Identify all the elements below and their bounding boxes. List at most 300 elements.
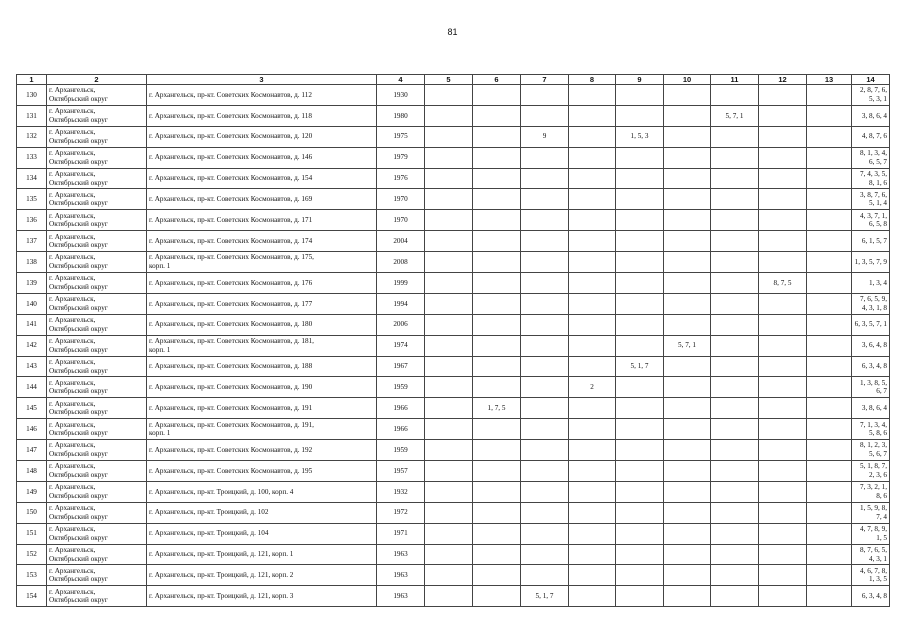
row-number-cell: 144 [17,377,47,398]
value-cell-c5 [425,126,473,147]
year-cell: 2006 [377,314,425,335]
value-cell-c8 [569,544,616,565]
value-cell-c8 [569,126,616,147]
table-row [17,85,890,106]
value-cell-c8 [569,147,616,168]
value-cell-c9: 1, 5, 3 [616,126,664,147]
table-body [17,85,890,607]
value-cell-c8 [569,273,616,294]
value-cell-c7 [521,544,569,565]
year-cell: 1959 [377,377,425,398]
value-cell-c9 [616,461,664,482]
year-cell: 1979 [377,147,425,168]
value-cell-c10 [664,85,711,106]
district-cell [47,273,147,294]
district-cell [47,461,147,482]
value-cell-c8 [569,356,616,377]
value-cell-c10 [664,586,711,607]
value-cell-c11 [711,377,759,398]
district-line: Октябрьский округ [49,220,108,229]
value-cell-c5 [425,523,473,544]
column-header-6: 6 [473,75,521,85]
district-line: Октябрьский округ [49,136,108,145]
priority-cell: 1, 3, 8, 5, 6, 7 [852,377,890,398]
value-cell-c7: 5, 1, 7 [521,586,569,607]
value-cell-c5 [425,440,473,461]
year-cell: 1963 [377,544,425,565]
district-cell [47,502,147,523]
district-cell [47,356,147,377]
address-line: г. Архангельск, пр-кт. Троицкий, д. 102 [149,508,269,517]
value-cell-c13 [807,419,852,440]
value-cell-c11 [711,502,759,523]
address-line: г. Архангельск, пр-кт. Советских Космонавтов, д. 191, [149,420,314,429]
table-row [17,105,890,126]
year-cell: 1966 [377,398,425,419]
row-number-cell: 132 [17,126,47,147]
value-cell-c11 [711,565,759,586]
value-cell-c8 [569,231,616,252]
year-cell: 1966 [377,419,425,440]
address-line: г. Архангельск, пр-кт. Троицкий, д. 104 [149,529,269,538]
column-header-12: 12 [759,75,807,85]
priority-cell: 7, 3, 2, 1, 8, 6 [852,481,890,502]
value-cell-c10: 5, 7, 1 [664,335,711,356]
value-cell-c8 [569,252,616,273]
value-cell-c7 [521,398,569,419]
priority-cell: 7, 1, 3, 4, 5, 8, 6 [852,419,890,440]
value-cell-c7 [521,440,569,461]
column-header-4: 4 [377,75,425,85]
address-cell [147,85,377,106]
value-cell-c10 [664,252,711,273]
address-line: г. Архангельск, пр-кт. Советских Космонавтов, д. 180 [149,320,313,329]
row-number-cell: 147 [17,440,47,461]
row-number-cell: 135 [17,189,47,210]
value-cell-c13 [807,252,852,273]
value-cell-c5 [425,586,473,607]
address-line: г. Архангельск, пр-кт. Советских Космонавтов, д. 195 [149,466,313,475]
priority-cell: 3, 6, 4, 8 [852,335,890,356]
address-line: г. Архангельск, пр-кт. Советских Космонавтов, д. 177 [149,299,313,308]
column-header-5: 5 [425,75,473,85]
value-cell-c7 [521,481,569,502]
value-cell-c11 [711,293,759,314]
district-line: Октябрьский округ [49,554,108,563]
value-cell-c10 [664,398,711,419]
priority-cell: 7, 6, 5, 9, 4, 3, 1, 8 [852,293,890,314]
value-cell-c11 [711,314,759,335]
table-row [17,419,890,440]
district-line: Октябрьский округ [49,596,108,605]
year-cell: 1980 [377,105,425,126]
address-cell [147,481,377,502]
district-line: Октябрьский округ [49,345,108,354]
priority-cell: 6, 1, 5, 7 [852,231,890,252]
district-line: Октябрьский округ [49,178,108,187]
year-cell: 1970 [377,189,425,210]
priority-cell: 5, 1, 8, 7, 2, 3, 6 [852,461,890,482]
value-cell-c13 [807,565,852,586]
year-cell: 1972 [377,502,425,523]
table-row [17,502,890,523]
value-cell-c5 [425,293,473,314]
year-cell: 1975 [377,126,425,147]
table-row [17,189,890,210]
value-cell-c11 [711,523,759,544]
value-cell-c5 [425,377,473,398]
value-cell-c8 [569,85,616,106]
value-cell-c9 [616,544,664,565]
value-cell-c6 [473,168,521,189]
year-cell: 1976 [377,168,425,189]
address-line: г. Архангельск, пр-кт. Троицкий, д. 121, корп. 2 [149,571,294,580]
value-cell-c7 [521,210,569,231]
row-number-cell: 136 [17,210,47,231]
row-number-cell: 152 [17,544,47,565]
priority-cell: 7, 4, 3, 5, 8, 1, 6 [852,168,890,189]
value-cell-c10 [664,377,711,398]
column-header-9: 9 [616,75,664,85]
district-line: г. Архангельск, [49,525,96,534]
district-line: г. Архангельск, [49,149,96,158]
value-cell-c5 [425,168,473,189]
priority-cell: 4, 7, 8, 9, 1, 5 [852,523,890,544]
value-cell-c10 [664,126,711,147]
address-line: г. Архангельск, пр-кт. Советских Космонавтов, д. 146 [149,153,313,162]
table-row [17,377,890,398]
value-cell-c7 [521,377,569,398]
value-cell-c6 [473,105,521,126]
district-line: г. Архангельск, [49,211,96,220]
value-cell-c7 [521,189,569,210]
district-line: Октябрьский округ [49,450,108,459]
value-cell-c10 [664,231,711,252]
value-cell-c11 [711,252,759,273]
table-row [17,273,890,294]
value-cell-c13 [807,335,852,356]
table-row [17,168,890,189]
value-cell-c6 [473,231,521,252]
value-cell-c7 [521,565,569,586]
value-cell-c11 [711,544,759,565]
value-cell-c8 [569,502,616,523]
address-line: г. Архангельск, пр-кт. Советских Космонавтов, д. 120 [149,132,313,141]
address-line: г. Архангельск, пр-кт. Советских Космонавтов, д. 191 [149,404,313,412]
value-cell-c13 [807,544,852,565]
value-cell-c9 [616,586,664,607]
priority-cell: 1, 3, 5, 7, 9 [852,252,890,273]
value-cell-c10 [664,523,711,544]
value-cell-c5 [425,481,473,502]
table-row [17,147,890,168]
address-line: г. Архангельск, пр-кт. Советских Космонавтов, д. 118 [149,111,312,120]
table-row [17,440,890,461]
column-header-13: 13 [807,75,852,85]
value-cell-c7 [521,335,569,356]
column-header-11: 11 [711,75,759,85]
value-cell-c6 [473,210,521,231]
value-cell-c12 [759,335,807,356]
value-cell-c12 [759,544,807,565]
address-line: г. Архангельск, пр-кт. Советских Космонавтов, д. 174 [149,236,313,245]
district-line: Октябрьский округ [49,94,108,103]
value-cell-c12 [759,252,807,273]
priority-cell: 2, 8, 7, 6, 5, 3, 1 [852,85,890,106]
value-cell-c7 [521,85,569,106]
value-cell-c12 [759,314,807,335]
value-cell-c10 [664,147,711,168]
table-row [17,544,890,565]
row-number-cell: 146 [17,419,47,440]
header-row [17,75,890,85]
value-cell-c13 [807,461,852,482]
column-header-8: 8 [569,75,616,85]
row-number-cell: 143 [17,356,47,377]
column-header-1: 1 [17,75,47,85]
value-cell-c10 [664,273,711,294]
district-line: Октябрьский округ [49,387,108,396]
table-row [17,586,890,607]
value-cell-c9 [616,419,664,440]
value-cell-c7 [521,231,569,252]
address-cell [147,314,377,335]
district-line: г. Архангельск, [49,316,96,325]
value-cell-c6 [473,523,521,544]
district-line: г. Архангельск, [49,399,96,408]
value-cell-c10 [664,461,711,482]
value-cell-c13 [807,356,852,377]
table-row [17,356,890,377]
value-cell-c13 [807,273,852,294]
address-line: г. Архангельск, пр-кт. Советских Космонавтов, д. 192 [149,445,313,454]
year-cell: 1930 [377,85,425,106]
value-cell-c8 [569,168,616,189]
address-line: корп. 1 [149,429,171,438]
value-cell-c6 [473,461,521,482]
value-cell-c10 [664,544,711,565]
value-cell-c11 [711,440,759,461]
priority-cell: 6, 3, 4, 8 [852,356,890,377]
table-row [17,565,890,586]
row-number-cell: 139 [17,273,47,294]
district-line: г. Архангельск, [49,232,96,241]
value-cell-c12 [759,377,807,398]
value-cell-c5 [425,544,473,565]
value-cell-c5 [425,105,473,126]
year-cell: 2008 [377,252,425,273]
year-cell: 2004 [377,231,425,252]
value-cell-c13 [807,189,852,210]
year-cell: 1963 [377,565,425,586]
value-cell-c9 [616,210,664,231]
district-cell [47,252,147,273]
value-cell-c5 [425,461,473,482]
value-cell-c9 [616,398,664,419]
district-cell [47,314,147,335]
value-cell-c9 [616,523,664,544]
priority-cell: 3, 8, 6, 4 [852,105,890,126]
value-cell-c9 [616,440,664,461]
district-line: Октябрьский округ [49,429,108,438]
value-cell-c7 [521,105,569,126]
value-cell-c12 [759,523,807,544]
priority-cell: 4, 3, 7, 1, 6, 5, 8 [852,210,890,231]
district-line: Октябрьский округ [49,366,108,375]
value-cell-c5 [425,147,473,168]
value-cell-c7 [521,147,569,168]
value-cell-c13 [807,105,852,126]
table-row [17,481,890,502]
district-line: Октябрьский округ [49,241,108,250]
value-cell-c9 [616,314,664,335]
district-cell [47,544,147,565]
district-line: Октябрьский округ [49,157,108,166]
table-row [17,252,890,273]
district-line: г. Архангельск, [49,462,96,471]
value-cell-c11 [711,398,759,419]
page-number: 81 [447,27,458,37]
value-cell-c10 [664,440,711,461]
district-cell [47,293,147,314]
district-cell [47,481,147,502]
district-cell [47,231,147,252]
address-cell [147,293,377,314]
value-cell-c13 [807,502,852,523]
district-cell [47,85,147,106]
value-cell-c8 [569,461,616,482]
priority-cell: 8, 1, 3, 4, 6, 5, 7 [852,147,890,168]
address-cell [147,189,377,210]
district-cell [47,105,147,126]
value-cell-c10 [664,189,711,210]
value-cell-c12 [759,398,807,419]
address-cell [147,544,377,565]
value-cell-c9: 5, 1, 7 [616,356,664,377]
value-cell-c5 [425,273,473,294]
value-cell-c12 [759,168,807,189]
value-cell-c9 [616,335,664,356]
district-line: г. Архангельск, [49,128,96,137]
value-cell-c10 [664,502,711,523]
value-cell-c7 [521,252,569,273]
value-cell-c6 [473,126,521,147]
row-number-cell: 150 [17,502,47,523]
address-line: г. Архангельск, пр-кт. Советских Космонавтов, д. 175, [149,253,314,262]
value-cell-c10 [664,293,711,314]
district-cell [47,565,147,586]
address-cell [147,377,377,398]
district-line: г. Архангельск, [49,545,96,554]
value-cell-c6 [473,293,521,314]
table-row [17,398,890,419]
value-cell-c9 [616,147,664,168]
district-line: г. Архангельск, [49,295,96,304]
district-line: г. Архангельск, [49,253,96,262]
district-line: г. Архангельск, [49,566,96,575]
value-cell-c8 [569,398,616,419]
value-cell-c5 [425,210,473,231]
value-cell-c8 [569,586,616,607]
address-cell [147,565,377,586]
value-cell-c11: 5, 7, 1 [711,105,759,126]
value-cell-c7 [521,356,569,377]
value-cell-c9 [616,502,664,523]
value-cell-c10 [664,210,711,231]
value-cell-c11 [711,210,759,231]
value-cell-c10 [664,168,711,189]
row-number-cell: 138 [17,252,47,273]
value-cell-c12 [759,147,807,168]
row-number-cell: 133 [17,147,47,168]
value-cell-c6 [473,377,521,398]
value-cell-c5 [425,356,473,377]
value-cell-c13 [807,293,852,314]
value-cell-c11 [711,586,759,607]
value-cell-c13 [807,126,852,147]
value-cell-c12 [759,126,807,147]
value-cell-c10 [664,419,711,440]
value-cell-c7 [521,461,569,482]
value-cell-c8 [569,335,616,356]
value-cell-c8 [569,481,616,502]
value-cell-c12 [759,189,807,210]
value-cell-c11 [711,126,759,147]
value-cell-c13 [807,168,852,189]
district-cell [47,126,147,147]
value-cell-c11 [711,147,759,168]
district-line: г. Архангельск, [49,587,96,596]
value-cell-c5 [425,252,473,273]
address-cell [147,126,377,147]
row-number-cell: 130 [17,85,47,106]
address-line: г. Архангельск, пр-кт. Советских Космонавтов, д. 112 [149,90,312,99]
value-cell-c6 [473,419,521,440]
district-line: г. Архангельск, [49,86,96,95]
district-line: г. Архангельск, [49,441,96,450]
district-cell [47,377,147,398]
district-line: г. Архангельск, [49,378,96,387]
value-cell-c7 [521,273,569,294]
value-cell-c6 [473,85,521,106]
value-cell-c8 [569,105,616,126]
row-number-cell: 151 [17,523,47,544]
value-cell-c13 [807,440,852,461]
address-cell [147,440,377,461]
value-cell-c5 [425,335,473,356]
value-cell-c6 [473,252,521,273]
value-cell-c5 [425,502,473,523]
priority-cell: 3, 8, 6, 4 [852,398,890,419]
priority-cell: 4, 6, 7, 8, 1, 3, 5 [852,565,890,586]
address-line: корп. 1 [149,262,171,271]
value-cell-c6 [473,335,521,356]
value-cell-c9 [616,377,664,398]
row-number-cell: 153 [17,565,47,586]
value-cell-c6: 1, 7, 5 [473,398,521,419]
value-cell-c6 [473,502,521,523]
value-cell-c12 [759,502,807,523]
district-line: Октябрьский округ [49,575,108,584]
value-cell-c8 [569,523,616,544]
year-cell: 1974 [377,335,425,356]
value-cell-c9 [616,231,664,252]
value-cell-c13 [807,85,852,106]
value-cell-c11 [711,85,759,106]
district-cell [47,419,147,440]
value-cell-c6 [473,356,521,377]
value-cell-c12 [759,586,807,607]
